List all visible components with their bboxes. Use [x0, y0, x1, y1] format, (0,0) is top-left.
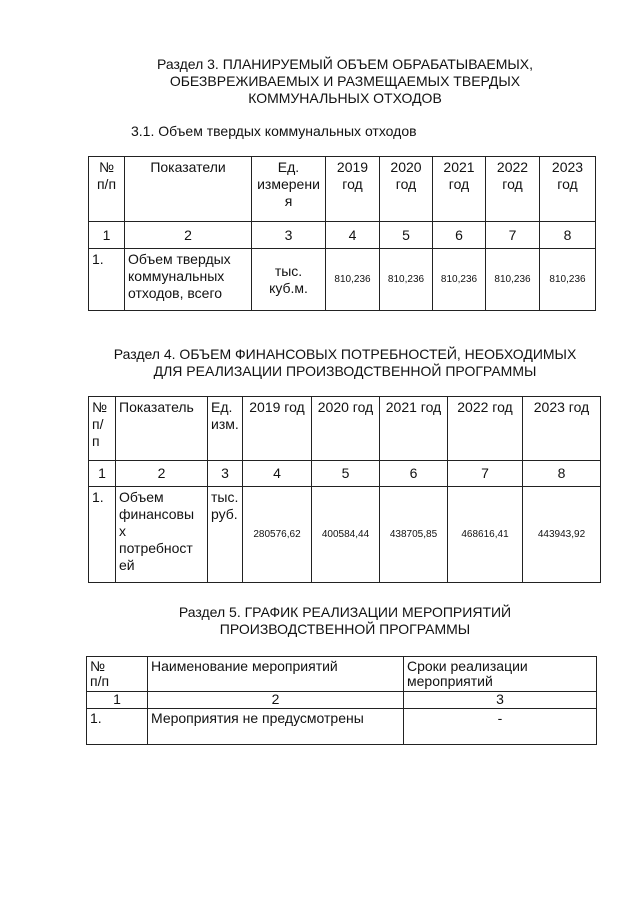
table-numbering-row: [87, 692, 597, 709]
numbering-cell: 4: [243, 461, 312, 487]
numbering-cell: 3: [208, 461, 243, 487]
table-header-row: [89, 397, 601, 461]
numbering-cell: 7: [486, 222, 540, 249]
unit-cell: тыс. куб.м.: [252, 249, 326, 311]
value-cell: 280576,62: [243, 487, 312, 583]
section4-title: Раздел 4. ОБЪЕМ ФИНАНСОВЫХ ПОТРЕБНОСТЕЙ, НЕОБХОДИМЫХ ДЛЯ РЕАЛИЗАЦИИ ПРОИЗВОДСТВЕННОЙ ПРОГРАММЫ: [113, 346, 577, 379]
table-numbering-row: [89, 222, 596, 249]
section3-subtitle: 3.1. Объем твердых коммунальных отходов: [131, 123, 417, 139]
value-cell: 810,236: [486, 249, 540, 311]
unit-cell: тыс. руб.: [208, 487, 243, 583]
header-cell: 2023 год: [540, 157, 596, 222]
numbering-cell: 1: [89, 222, 125, 249]
header-cell: 2023 год: [523, 397, 601, 461]
row-number-cell: 1.: [87, 709, 148, 745]
header-cell: 2022 год: [486, 157, 540, 222]
section5-table: [86, 656, 597, 745]
header-cell: 2020 год: [312, 397, 380, 461]
table-row: [89, 249, 596, 311]
value-cell: 438705,85: [380, 487, 448, 583]
header-cell: 2019 год: [243, 397, 312, 461]
value-cell: 810,236: [433, 249, 486, 311]
numbering-cell: 2: [148, 692, 404, 709]
numbering-cell: 6: [380, 461, 448, 487]
numbering-cell: 5: [380, 222, 433, 249]
indicator-cell: Объем финансовы х потребност ей: [116, 487, 208, 583]
numbering-cell: 2: [125, 222, 252, 249]
section3-table: [88, 156, 596, 311]
header-cell: № п/п: [87, 657, 148, 692]
row-number-cell: 1.: [89, 487, 116, 583]
numbering-cell: 2: [116, 461, 208, 487]
value-cell: 810,236: [380, 249, 433, 311]
header-cell: Показатели: [125, 157, 252, 222]
numbering-cell: 8: [523, 461, 601, 487]
value-cell: 810,236: [540, 249, 596, 311]
numbering-cell: 1: [89, 461, 116, 487]
numbering-cell: 6: [433, 222, 486, 249]
row-number-cell: 1.: [89, 249, 125, 311]
numbering-cell: 3: [252, 222, 326, 249]
header-cell: № п/п: [89, 157, 125, 222]
header-cell: Ед. изм.: [208, 397, 243, 461]
numbering-cell: 3: [404, 692, 597, 709]
section4-table: [88, 396, 601, 583]
value-cell: 810,236: [326, 249, 380, 311]
header-cell: 2022 год: [448, 397, 523, 461]
deadline-cell: -: [404, 709, 597, 745]
header-cell: 2020 год: [380, 157, 433, 222]
header-cell: Наименование мероприятий: [148, 657, 404, 692]
table-row: [87, 709, 597, 745]
section5-title: Раздел 5. ГРАФИК РЕАЛИЗАЦИИ МЕРОПРИЯТИЙ ПРОИЗВОДСТВЕННОЙ ПРОГРАММЫ: [178, 604, 512, 637]
header-cell: Показатель: [116, 397, 208, 461]
section3-title: Раздел 3. ПЛАНИРУЕМЫЙ ОБЪЕМ ОБРАБАТЫВАЕМЫХ, ОБЕЗВРЕЖИВАЕМЫХ И РАЗМЕЩАЕМЫХ ТВЕРДЫХ КОММУНАЛЬНЫХ ОТХОДОВ: [156, 56, 534, 106]
header-cell: Ед. измерени я: [252, 157, 326, 222]
value-cell: 468616,41: [448, 487, 523, 583]
table-header-row: [87, 657, 597, 692]
numbering-cell: 7: [448, 461, 523, 487]
header-cell: 2021 год: [433, 157, 486, 222]
table-numbering-row: [89, 461, 601, 487]
table-row: [89, 487, 601, 583]
header-cell: № п/ п: [89, 397, 116, 461]
numbering-cell: 1: [87, 692, 148, 709]
value-cell: 400584,44: [312, 487, 380, 583]
header-cell: 2019 год: [326, 157, 380, 222]
header-cell: Сроки реализации мероприятий: [404, 657, 597, 692]
numbering-cell: 5: [312, 461, 380, 487]
header-cell: 2021 год: [380, 397, 448, 461]
table-header-row: [89, 157, 596, 222]
numbering-cell: 4: [326, 222, 380, 249]
indicator-cell: Объем твердых коммунальных отходов, всего: [125, 249, 252, 311]
numbering-cell: 8: [540, 222, 596, 249]
value-cell: 443943,92: [523, 487, 601, 583]
activity-cell: Мероприятия не предусмотрены: [148, 709, 404, 745]
